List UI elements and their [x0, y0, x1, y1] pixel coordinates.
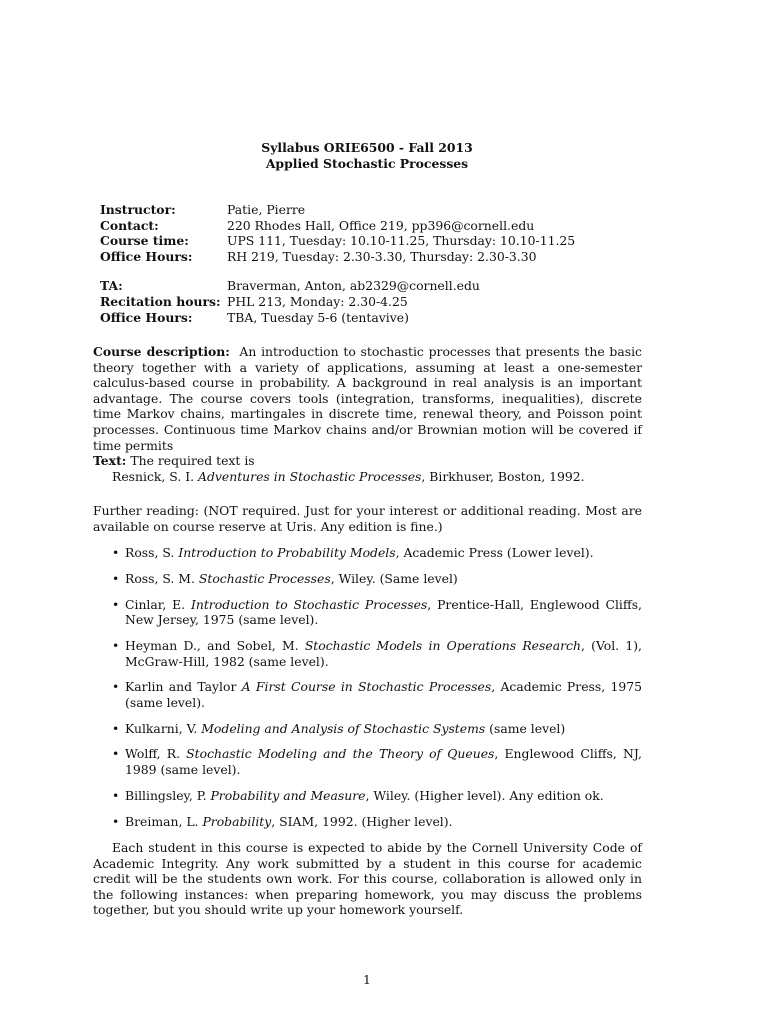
- list-item: • Karlin and Taylor A First Course in Stochastic Processes, Academic Press, 1975 (same level).: [112, 679, 643, 710]
- list-item: • Wolff, R. Stochastic Modeling and the Theory of Queues, Englewood Cliffs, NJ, 1989 (same level).: [112, 746, 642, 778]
- reference-list: [112, 545, 642, 839]
- course-description: [93, 344, 642, 453]
- required-text: [93, 453, 642, 484]
- required-text-reference: [93, 469, 642, 485]
- info-label: Course time:: [100, 233, 189, 249]
- required-text-book: Adventures in Stochastic Processes: [198, 468, 422, 484]
- info-value: Patie, Pierre: [227, 202, 306, 217]
- bullet-icon: •: [112, 596, 120, 612]
- info-label: Office Hours:: [100, 309, 193, 325]
- course-description-text: An introduction to stochastic processes that presents the basic theory together with a variety of applications, assuming at least a one-semester calculus-based course in probability. A background in real analysis is an important advantage. The course covers tools (integration, transforms, inequalities), discrete time Markov chains, martingales in discrete time, renewal theory, and Poisson point processes. Continuous time Markov chains and/or Brownian motion will be covered if time permits: [93, 344, 642, 453]
- info-label: TA:: [100, 278, 123, 294]
- academic-integrity-statement: Each student in this course is expected to abide by the Cornell University Code of Academic Integrity. Any work submitted by a student in this course for academic credit will be the students own work. For this course, collaboration is allowed only in the following instances: when preparing homework, you may discuss the problems together, but you should write up your homework yourself.: [93, 840, 642, 918]
- bullet-icon: •: [112, 787, 120, 803]
- bullet-icon: •: [112, 679, 120, 695]
- required-text-author: Resnick, S. I.: [112, 468, 195, 484]
- list-item: • Cinlar, E. Introduction to Stochastic Processes, Prentice-Hall, Englewood Cliffs, New Jersey, 1975 (same level).: [112, 596, 642, 628]
- bullet-icon: •: [112, 813, 120, 829]
- info-value: UPS 111, Tuesday: 10.10-11.25, Thursday: 10.10-11.25: [227, 233, 576, 249]
- required-text-intro: The required text is: [130, 453, 255, 468]
- bullet-icon: •: [112, 637, 120, 653]
- bullet-icon: •: [112, 720, 120, 736]
- bullet-icon: •: [112, 746, 120, 762]
- info-value: 220 Rhodes Hall, Office 219, pp396@cornell.edu: [227, 217, 535, 233]
- info-value: RH 219, Tuesday: 2.30-3.30, Thursday: 2.30-3.30: [227, 248, 537, 264]
- info-label: Recitation hours:: [100, 293, 221, 309]
- info-label: Instructor:: [100, 202, 176, 217]
- info-value: PHL 213, Monday: 2.30-4.25: [227, 293, 408, 309]
- info-label: Contact:: [100, 217, 159, 233]
- list-item: • Ross, S. Introduction to Probability Models, Academic Press (Lower level).: [112, 545, 594, 560]
- bullet-icon: •: [112, 570, 120, 586]
- syllabus-title: Syllabus ORIE6500 - Fall 2013: [261, 140, 473, 155]
- list-item: • Heyman D., and Sobel, M. Stochastic Models in Operations Research, (Vol. 1), McGraw-Hill, 1982 (same level).: [112, 637, 642, 669]
- list-item: • Breiman, L. Probability, SIAM, 1992. (Higher level).: [112, 813, 453, 829]
- required-text-publisher: , Birkhuser, Boston, 1992.: [421, 468, 585, 484]
- info-label: Office Hours:: [100, 248, 193, 264]
- further-reading: Further reading: (NOT required. Just for your interest or additional reading. Most are available on course reserve at Uris. Any edition is fine.): [93, 503, 642, 534]
- info-value: Braverman, Anton, ab2329@cornell.edu: [227, 278, 480, 294]
- course-title: Applied Stochastic Processes: [265, 156, 469, 171]
- list-item: • Ross, S. M. Stochastic Processes, Wiley. (Same level): [112, 570, 458, 586]
- bullet-icon: •: [112, 545, 120, 560]
- course-description-label: Course description:: [93, 344, 230, 359]
- list-item: • Billingsley, P. Probability and Measure, Wiley. (Higher level). Any edition ok.: [112, 787, 604, 803]
- info-value: TBA, Tuesday 5-6 (tentavive): [227, 309, 409, 325]
- required-text-label: Text:: [93, 453, 127, 468]
- page-number: 1: [363, 972, 371, 987]
- list-item: • Kulkarni, V. Modeling and Analysis of Stochastic Systems (same level): [112, 720, 566, 736]
